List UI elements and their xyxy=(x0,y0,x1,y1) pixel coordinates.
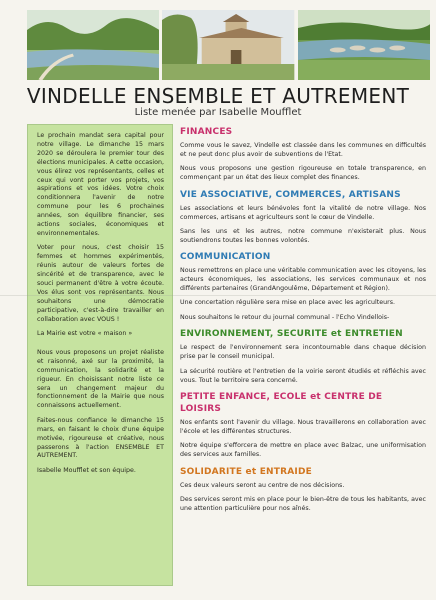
page-title: VINDELLE ENSEMBLE ET AUTREMENT xyxy=(26,84,410,108)
section-petite-enfance xyxy=(180,391,426,460)
section-title: VIE ASSOCIATIVE, COMMERCES, ARTISANS xyxy=(180,189,401,200)
section-vie-associative xyxy=(180,189,426,246)
intro-sidebar xyxy=(27,124,173,586)
page-subtitle: Liste menée par Isabelle Moufflet xyxy=(134,107,302,118)
section-paragraph: Nos enfants sont l'avenir du village. Nous travaillerons en collaboration avec l'école et les différentes structures. xyxy=(180,418,426,435)
section-paragraph: La sécurité routière et l'entretien de la voirie seront étudiés et réfléchis avec vous. Tout le territoire sera concerné. xyxy=(180,367,426,384)
river-stones-photo xyxy=(298,10,430,80)
paper-fold-line xyxy=(0,295,436,296)
church-photo xyxy=(162,10,294,80)
section-title: SOLIDARITE et ENTRAIDE xyxy=(180,466,312,477)
section-title: FINANCES xyxy=(180,127,233,137)
intro-paragraph: Nous vous proposons un projet réaliste et raisonné, axé sur la proximité, la communication, la solidarité et la rigueur. En choisissant notre liste ce sera un changement majeur du fonctionnement de la Mairie que nous connaissons actuellement. xyxy=(37,348,164,410)
section-title: ENVIRONNEMENT, SECURITE et ENTRETIEN xyxy=(180,329,403,340)
section-paragraph: Le respect de l'environnement sera incontournable dans chaque décision prise par le conseil municipal. xyxy=(180,344,426,361)
section-title: COMMUNICATION xyxy=(180,252,271,263)
river-landscape-photo xyxy=(27,10,159,80)
section-paragraph: Nous vous proposons une gestion rigoureuse en totale transparence, en commençant par un état des lieux complet des finances. xyxy=(180,165,426,182)
section-paragraph: Des services seront mis en place pour le bien-être de tous les habitants, avec une attention particulière pour nos aînés. xyxy=(180,495,426,512)
section-environnement xyxy=(180,328,426,385)
section-finances xyxy=(180,126,426,183)
section-paragraph: Les associations et leurs bénévoles font la vitalité de notre village. Nos commerces, artisans et agriculteurs sont le cœur de Vindelle. xyxy=(180,204,426,221)
signature-line: Isabelle Moufflet et son équipe. xyxy=(37,466,136,474)
program-column xyxy=(180,124,426,519)
section-paragraph: Sans les uns et les autres, notre commune n'existerait plus. Nous soutiendrons toutes les bonnes volontés. xyxy=(180,227,426,244)
intro-paragraph: Voter pour nous, c'est choisir 15 femmes et hommes expérimentés, réunis autour de valeurs fortes de sincérité et de transparence, avec le souci permanent d'être à votre écoute. Vos élus sont vos représentants. Nous souhaitons une démocratie participative, c'est-à-dire travailler en collaboration avec VOUS ! xyxy=(37,244,164,323)
intro-paragraph: Le prochain mandat sera capital pour notre village. Le dimanche 15 mars 2020 se déroulera le premier tour des élections municipales. A cette occasion, vous élirez vos représentants, celles et ceux qui vont porter vos projets, vos aspirations et vos idées. Votre choix conditionnera l'avenir de notre commune pour les 6 prochaines années, son équilibre financier, ses actions sociales, économiques et environnementales. xyxy=(37,132,164,237)
section-paragraph: Notre équipe s'efforcera de mettre en place avec Balzac, une uniformisation des services aux familles. xyxy=(180,442,426,459)
section-solidarite xyxy=(180,466,426,514)
section-paragraph: Ces deux valeurs seront au centre de nos décisions. xyxy=(180,481,345,489)
section-communication xyxy=(180,251,426,323)
header-banner xyxy=(27,10,430,80)
section-paragraph: Une concertation régulière sera mise en place avec les agriculteurs. xyxy=(180,299,395,307)
section-paragraph: Comme vous le savez, Vindelle est classée dans les communes en difficultés et ne peut donc plus avoir de subventions de l'Etat. xyxy=(180,142,426,158)
section-title: PETITE ENFANCE, ECOLE et CENTRE DE LOISIRS xyxy=(180,391,383,414)
section-paragraph: Nous souhaitons le retour du journal communal - l'Echo Vindellois- xyxy=(180,313,390,321)
section-paragraph: Nous remettrons en place une véritable communication avec les citoyens, les acteurs économiques, les associations, les services communaux et nos différents partenaires (GrandAngoulême, Département et Région). xyxy=(180,267,426,293)
mairie-line: La Mairie est votre « maison » xyxy=(37,330,133,338)
intro-paragraph: Faites-nous confiance le dimanche 15 mars, en faisant le choix d'une équipe motivée, rigoureuse et créative, nous passerons à l'action ENSEMBLE ET AUTREMENT. xyxy=(37,416,164,460)
